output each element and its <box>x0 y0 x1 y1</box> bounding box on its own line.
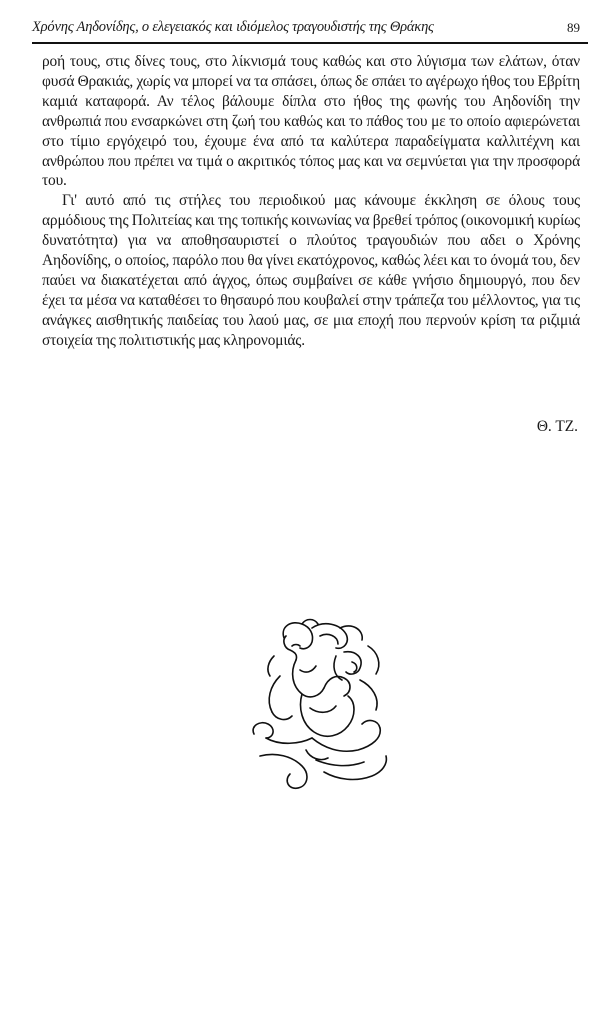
ink-drawing-figure-vignette-icon <box>240 616 404 804</box>
header-rule <box>32 42 588 44</box>
paragraph-1: ροή τους, στις δίνες τους, στο λίκνισμά τους καθώς και στο λύγισμα των ελάτων, όταν φυσά Θρακιάς, χωρίς να μπορεί να τα σπάσει, όπως δε σπάει το αγέρωχο ήθος του Εβρίτη καμιά καταφορά. Αν τέλος βάλουμε δίπλα στο ήθος της φωνής του Αηδονίδη την ανθρωπιά που ενσαρκώνει στη ζωή του καθώς και το πάθος του με το οποίο αφιερώνεται στο τίμιο εργόχειρό του, έχουμε ένα από τα καλύτερα παραδείγματα καλλιτέχνη και ανθρώπου που πρέπει να τιμά ο ακριτικός τόπος μας και να σεμνύεται για την προσφορά του. <box>42 53 580 190</box>
running-title: Χρόνης Αηδονίδης, ο ελεγειακός και ιδιόμελος τραγουδιστής της Θράκης <box>32 19 434 35</box>
author-signature: Θ. ΤΖ. <box>536 418 578 435</box>
vignette-drawing <box>240 616 404 804</box>
running-header <box>32 14 582 36</box>
page-number: 89 <box>567 20 580 35</box>
article-body <box>42 52 580 351</box>
paragraph-2: Γι' αυτό από τις στήλες του περιοδικού μας κάνουμε έκκληση σε όλους τους αρμόδιους της Πολιτείας και της τοπικής κοινωνίας να βρεθεί τρόπος (οικονομική κυρίως δυνατότητα) για να αποθησαυριστεί ο πλούτος τραγουδιών που αδει ο Χρόνης Αηδονίδης, ο οποίος, παρόλο που θα γίνει εκατόχρονος, καθώς λέει και το όνομά του, δεν παύει να διακατέχεται από άγχος, όπως συμβαίνει σε κάθε γνήσιο δημιουργό, που δεν έχει τα μέσα να καταθέσει το θησαυρό που κουβαλεί στην τράπεζα του μέλλοντος, για τις ανάγκες αισθητικής παιδείας του λαού μας, σε μια εποχή που περνούν κρίση τα ριζιμιά στοιχεία της πολιτιστικής μας κληρονομιάς. <box>42 192 580 349</box>
